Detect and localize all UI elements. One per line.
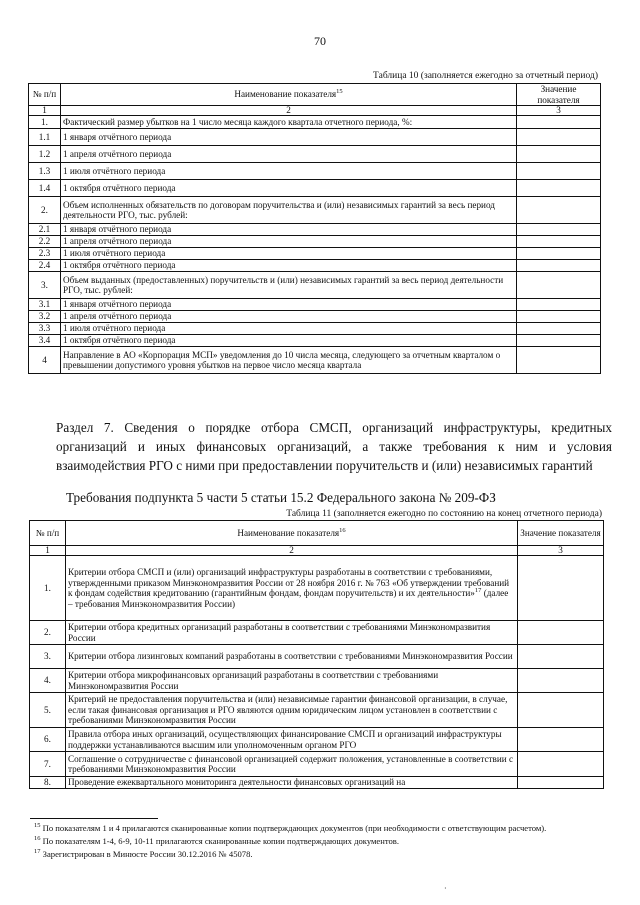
row-num: 2. [29,197,61,224]
row-num: 3.4 [29,335,61,347]
table-row [30,693,604,728]
row-name: Критерии отбора микрофинансовых организаций разработаны в соответствии с требованиями Минэкономразвития России [66,669,518,693]
table-row [29,260,601,272]
row-value [517,197,601,224]
index-cell: 2 [61,106,517,116]
table-row [29,163,601,180]
row-value [517,323,601,335]
row-name: Проведение ежеквартального мониторинга деятельности финансовых организаций на [66,777,518,789]
footnote [34,822,614,835]
row-value [517,116,601,129]
section-7-heading: Раздел 7. Сведения о порядке отбора СМСП, организаций инфраструктуры, кредитных организаций и иных финансовых организаций, а также требования к ним и условия взаимодействия РГО с ними при предоставлении поручительств и (или) независимых гарантий [56,420,612,473]
row-name: 1 апреля отчётного периода [61,146,517,163]
row-num: 3.1 [29,299,61,311]
row-name [66,556,518,621]
header-name-text: Наименование показателя [237,527,340,538]
table-row [29,146,601,163]
requirements-title: Требования подпункта 5 части 5 статьи 15.2 Федерального закона № 209-ФЗ [66,490,496,505]
scan-mark: · [444,884,447,893]
row-num: 3. [30,645,66,669]
table-row [29,299,601,311]
page-number: 70 [314,34,326,48]
row-name: Правила отбора иных организаций, осуществляющих финансирование СМСП и организаций инфраструктуры поддержки устанавливаются высшим или уполномоченным органом РГО [66,728,518,752]
table-row [29,224,601,236]
row-name: 1 октября отчётного периода [61,335,517,347]
row-name: Критерии отбора лизинговых компаний разработаны в соответствии с требованиями Минэкономразвития России [66,645,518,669]
row-value [517,272,601,299]
table-row [30,645,604,669]
row-num: 1. [30,556,66,621]
footnote-ref: 17 [474,586,482,594]
footnote-mark: 15 [34,822,41,830]
header-name-text: Наименование показателя [234,89,337,100]
row-value [518,693,604,728]
row-value [517,248,601,260]
row-name: Объем исполненных обязательств по договорам поручительства и (или) независимых гарантий за весь период деятельности РГО, тыс. рублей: [61,197,517,224]
row-name: 1 января отчётного периода [61,129,517,146]
table-header-row [29,84,601,106]
footnote-mark: 17 [34,848,41,856]
footnote [34,848,614,861]
row-num: 3. [29,272,61,299]
footnote-ref: 16 [339,526,346,534]
row-num: 1.3 [29,163,61,180]
row-num: 1.4 [29,180,61,197]
row-name: Объем выданных (предоставленных) поручительств и (или) независимых гарантий за весь период деятельности РГО, тыс. рублей: [61,272,517,299]
table-row [29,248,601,260]
index-cell: 3 [517,106,601,116]
row-name: 1 января отчётного периода [61,299,517,311]
header-num: № п/п [30,521,66,546]
row-value [517,311,601,323]
footnote-ref: 15 [336,88,343,96]
row-value [517,180,601,197]
table-row [29,129,601,146]
header-name [66,521,518,546]
row-value [518,556,604,621]
table-row [30,728,604,752]
row-value [518,777,604,789]
header-value: Значение показателя [518,521,604,546]
row-value [517,146,601,163]
footnote-mark: 16 [34,835,41,843]
table-row [29,180,601,197]
row-value [518,669,604,693]
table-row [30,777,604,789]
row-name: 1 июля отчётного периода [61,248,517,260]
row-value [517,347,601,374]
row-name: Фактический размер убытков на 1 число месяца каждого квартала отчетного периода, %: [61,116,517,129]
table-row [29,272,601,299]
row-value [518,621,604,645]
footnote-text: По показателям 1 и 4 прилагаются сканированные копии подтверждающих документов (при необходимости с ответствующим расчетом). [42,823,547,833]
row-num: 2. [30,621,66,645]
row-name: Критерии отбора кредитных организаций разработаны в соответствии с требованиями Минэкономразвития России [66,621,518,645]
row-value [517,260,601,272]
footnote [34,835,614,848]
table-header-row [30,521,604,546]
row-name: Соглашение о сотрудничестве с финансовой организацией содержит положения, установленные в соответствии с требованиями Минэкономразвития России [66,752,518,777]
row-num: 4 [29,347,61,374]
index-row [30,546,604,556]
row-num: 2.1 [29,224,61,236]
row-num: 6. [30,728,66,752]
row-num: 4. [30,669,66,693]
table-row [29,323,601,335]
header-value: Значение показателя [517,84,601,106]
row-value [517,299,601,311]
row-name: 1 января отчётного периода [61,224,517,236]
row-num: 1.1 [29,129,61,146]
row-name-part: (далее – требования Минэкономразвития России) [68,588,509,609]
table-row [30,669,604,693]
index-row [29,106,601,116]
footnote-text: Зарегистрирован в Минюсте России 30.12.2016 № 45078. [42,849,253,859]
row-num: 2.4 [29,260,61,272]
table11-caption: Таблица 11 (заполняется ежегодно по состоянию на конец отчетного периода) [286,509,602,519]
row-name: 1 октября отчётного периода [61,180,517,197]
table-row [29,116,601,129]
row-name: Критерий не предоставления поручительства и (или) независимые гарантии финансовой организации, в случае, если такая финансовая организация и РГО являются одним юридическим лицом установлен в соответствии с требованиями Минэкономразвития России [66,693,518,728]
row-value [517,236,601,248]
row-value [518,645,604,669]
index-cell: 1 [30,546,66,556]
table-row [30,621,604,645]
row-value [517,335,601,347]
table-row [30,556,604,621]
footnote-text: По показателям 1-4, 6-9, 10-11 прилагаются сканированные копии подтверждающих документов. [42,836,399,846]
row-num: 3.3 [29,323,61,335]
row-value [518,752,604,777]
row-num: 1.2 [29,146,61,163]
row-num: 2.3 [29,248,61,260]
row-num: 2.2 [29,236,61,248]
row-num: 5. [30,693,66,728]
table-11 [29,520,604,789]
row-value [518,728,604,752]
row-value [517,129,601,146]
header-num: № п/п [29,84,61,106]
table-row [29,197,601,224]
row-name: 1 октября отчётного периода [61,260,517,272]
row-name: 1 апреля отчётного периода [61,311,517,323]
header-name [61,84,517,106]
footnote-separator [30,818,158,819]
row-num: 1. [29,116,61,129]
row-num: 3.2 [29,311,61,323]
table-row [29,236,601,248]
table10-caption: Таблица 10 (заполняется ежегодно за отчетный период) [373,71,598,81]
table-row [29,347,601,374]
index-cell: 3 [518,546,604,556]
row-name-part: Критерии отбора СМСП и (или) организаций инфраструктуры разработаны в соответствии с требованиями, утвержденными приказом Минэкономразвития России от 28 ноября 2016 г. № 763 «Об утверждении требований к фондам содействия кредитованию (гарантийным фондам, фондам поручительств) и их деятельности» [68,567,510,598]
row-name: Направление в АО «Корпорация МСП» уведомления до 10 числа месяца, следующего за отчетным кварталом о превышении допустимого уровня убытков на первое число месяца квартала [61,347,517,374]
row-name: 1 июля отчётного периода [61,163,517,180]
footnotes [34,822,614,861]
row-value [517,224,601,236]
row-num: 7. [30,752,66,777]
row-value [517,163,601,180]
table-10 [28,83,601,374]
index-cell: 2 [66,546,518,556]
row-name: 1 июля отчётного периода [61,323,517,335]
index-cell: 1 [29,106,61,116]
row-name: 1 апреля отчётного периода [61,236,517,248]
row-num: 8. [30,777,66,789]
table-row [30,752,604,777]
table-row [29,335,601,347]
table-row [29,311,601,323]
